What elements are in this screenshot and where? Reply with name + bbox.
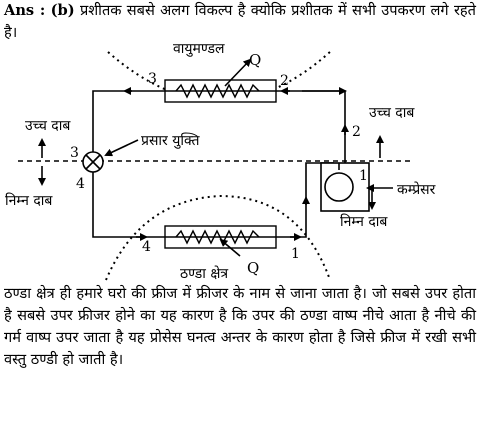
answer-option: (b) [50, 2, 75, 19]
point-compressor-in: 1 [359, 168, 368, 184]
pipe-bottom-right [276, 163, 321, 237]
point-top-coil-left: 3 [148, 71, 157, 87]
expansion-pointer-arrow [106, 140, 138, 155]
point-top-coil-right: 2 [280, 73, 289, 89]
cold-region-label: ठण्डा क्षेत्र [180, 266, 229, 282]
answer-prefix: Ans : [4, 2, 46, 19]
expansion-device-label: प्रसार युक्ति [141, 133, 200, 149]
atmosphere-label: वायुमण्डल [173, 41, 225, 57]
condenser-coil [165, 80, 276, 102]
bottom-q-label: Q [247, 259, 260, 277]
point-valve-top: 3 [70, 145, 79, 161]
point-bottom-coil-right: 1 [291, 246, 300, 262]
high-pressure-left-label: उच्च दाब [25, 118, 71, 134]
low-pressure-left-label: निम्न दाब [5, 193, 53, 209]
expansion-valve-icon [83, 152, 103, 172]
low-pressure-right-label: निम्न दाब [340, 214, 388, 230]
point-bottom-coil-left: 4 [142, 239, 151, 255]
pipe-bottom-left [93, 172, 165, 237]
top-q-label: Q [249, 51, 262, 69]
compressor-label: कम्प्रेसर [397, 182, 436, 198]
high-pressure-right-label: उच्च दाब [369, 105, 415, 121]
evaporator-coil [165, 226, 276, 248]
explanation-paragraph: ठण्डा क्षेत्र ही हमारे घरो की फ्रीज में फ्रीजर के नाम से जाना जाता है। जो सबसे उपर होता है सबसे उपर फ्रीजर होने का यह कारण है कि उपर की ठण्डा वाष्प नीचे आता है नीचे की गर्म वाष्प उपर जाता है यह प्रोसेस घनत्व अन्तर के कारण होता है जिसे फ्रीज में रखी सभी वस्तु ठण्डी हो जाती है। [4, 285, 476, 368]
point-compressor-out: 2 [352, 124, 361, 140]
point-valve-bottom: 4 [76, 176, 85, 192]
answer-text: प्रशीतक सबसे अलग विकल्प है क्योकि प्रशीतक में सभी उपकरण लगे रहते है। [4, 2, 476, 41]
